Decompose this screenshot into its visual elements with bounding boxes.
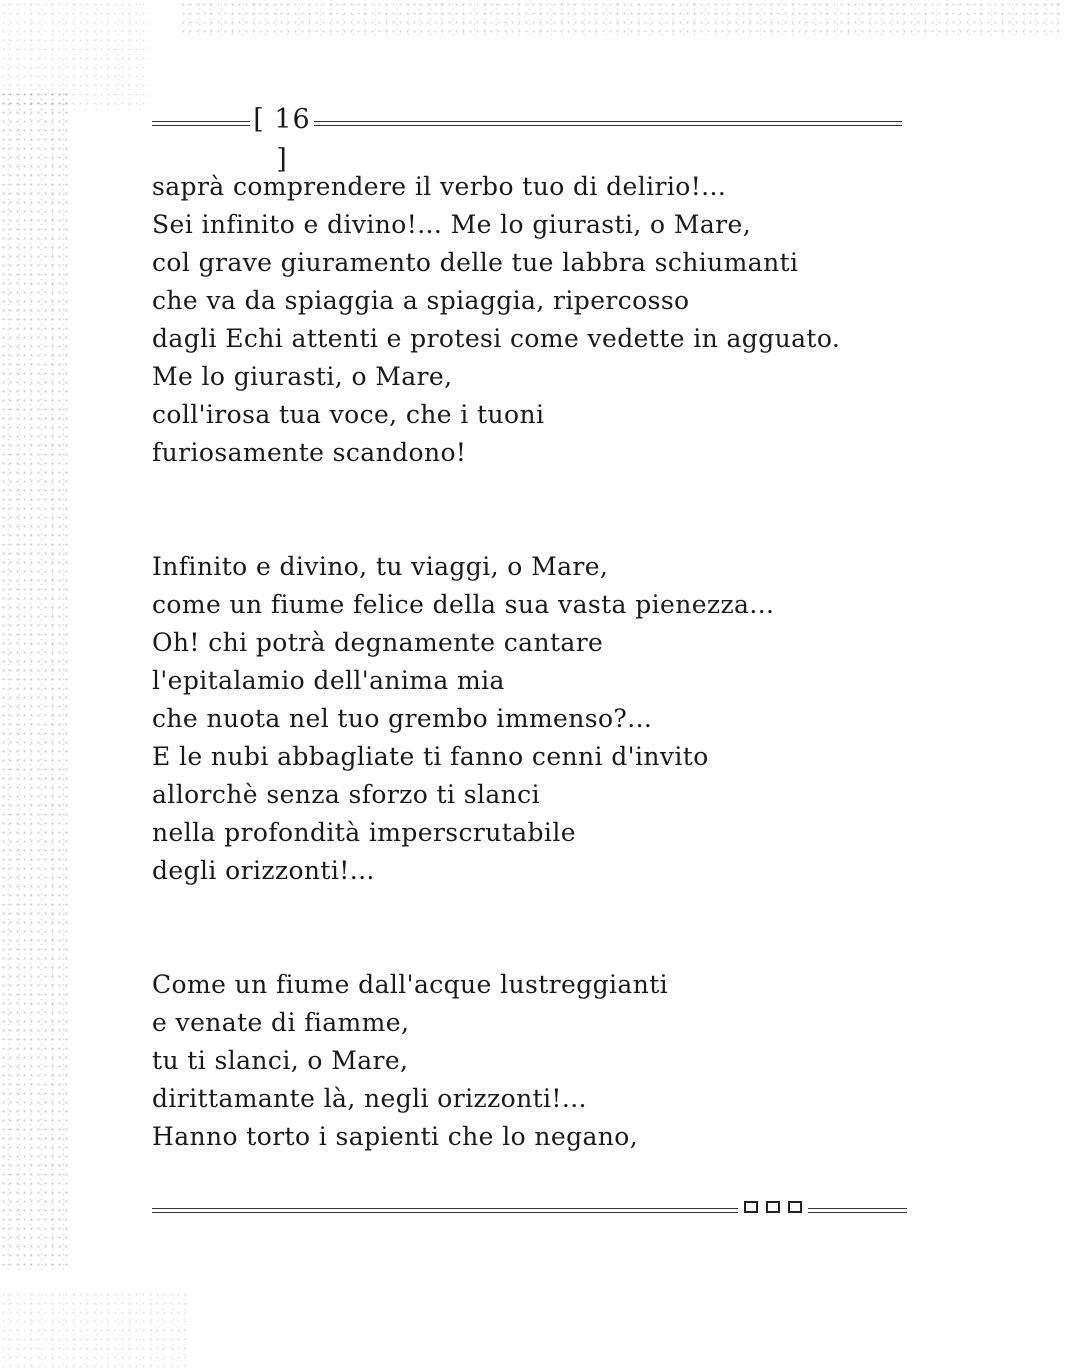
poem-line: E le nubi abbagliate ti fanno cenni d'invito bbox=[152, 742, 709, 771]
footer-rule-right bbox=[808, 1208, 907, 1213]
header-rule-left bbox=[152, 121, 250, 126]
square-icon bbox=[766, 1201, 780, 1213]
poem-line: Oh! chi potrà degnamente cantare bbox=[152, 628, 604, 657]
footer-rule-left bbox=[152, 1208, 738, 1213]
poem-line: come un fiume felice della sua vasta pienezza... bbox=[152, 590, 775, 619]
poem-line: Me lo giurasti, o Mare, bbox=[152, 362, 453, 391]
poem-line: dagli Echi attenti e protesi come vedette in agguato. bbox=[152, 324, 841, 353]
poem-line: allorchè senza sforzo ti slanci bbox=[152, 780, 540, 809]
square-icon bbox=[788, 1201, 802, 1213]
poem-line: col grave giuramento delle tue labbra schiumanti bbox=[152, 248, 799, 277]
scan-noise-left bbox=[0, 90, 70, 1270]
poem-line: furiosamente scandono! bbox=[152, 438, 467, 467]
header-rule-right bbox=[314, 121, 902, 126]
scan-noise-top bbox=[180, 0, 1060, 36]
page-header bbox=[152, 100, 902, 175]
poem-line: nella profondità imperscrutabile bbox=[152, 818, 576, 847]
poem-line: che nuota nel tuo grembo immenso?... bbox=[152, 704, 653, 733]
stanza-2 bbox=[152, 548, 912, 890]
poem-line: Sei infinito e divino!... Me lo giurasti, o Mare, bbox=[152, 210, 752, 239]
poem-line: dirittamante là, negli orizzonti!... bbox=[152, 1084, 587, 1113]
poem-line: l'epitalamio dell'anima mia bbox=[152, 666, 505, 695]
poem-line: coll'irosa tua voce, che i tuoni bbox=[152, 400, 545, 429]
poem-line: Hanno torto i sapienti che lo negano, bbox=[152, 1122, 639, 1151]
poem-line: Infinito e divino, tu viaggi, o Mare, bbox=[152, 552, 609, 581]
stanza-1 bbox=[152, 168, 912, 472]
poem-line: che va da spiaggia a spiaggia, ripercosso bbox=[152, 286, 690, 315]
stanza-3 bbox=[152, 966, 912, 1156]
poem-line: tu ti slanci, o Mare, bbox=[152, 1046, 409, 1075]
poem-line: degli orizzonti!... bbox=[152, 856, 375, 885]
poem-line: saprà comprendere il verbo tuo di delirio!... bbox=[152, 172, 727, 201]
scan-noise-bottom bbox=[0, 1290, 190, 1369]
poem-line: e venate di fiamme, bbox=[152, 1008, 410, 1037]
poem-body bbox=[152, 168, 912, 1156]
three-squares-ornament-icon bbox=[744, 1201, 802, 1217]
square-icon bbox=[744, 1201, 758, 1213]
page-footer bbox=[152, 1198, 907, 1222]
page-number: [ 16 ] bbox=[253, 104, 311, 175]
poem-line: Come un fiume dall'acque lustreggianti bbox=[152, 970, 669, 999]
